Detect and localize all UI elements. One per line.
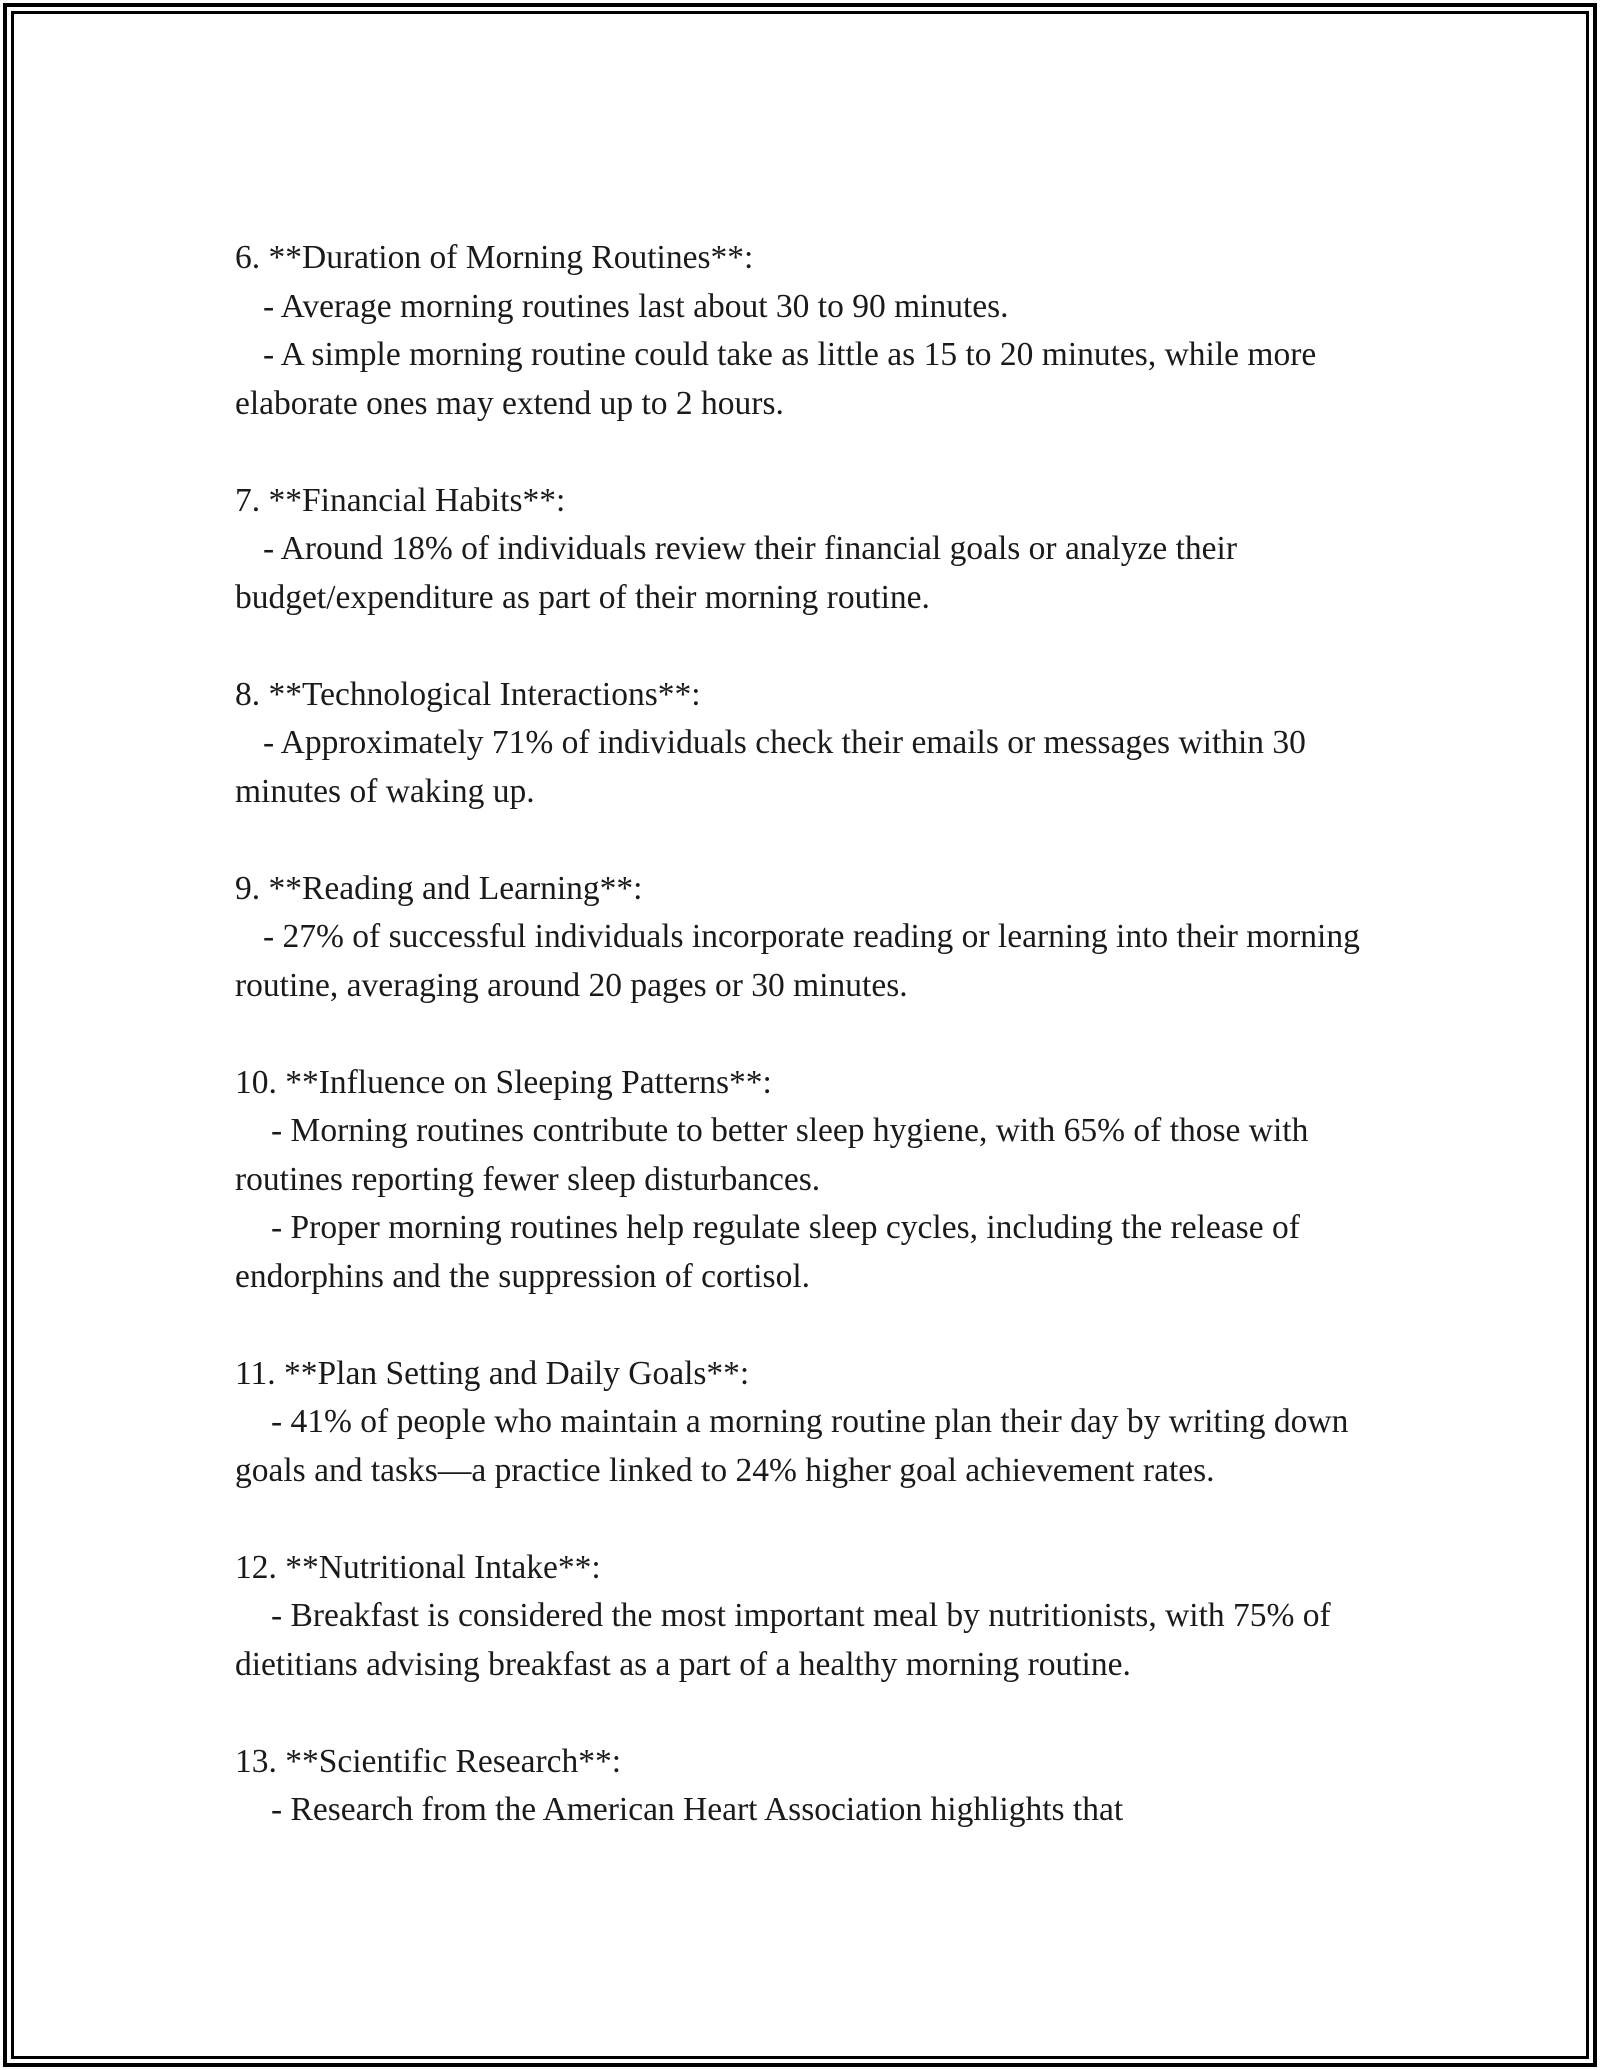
bullet-item: - 27% of successful individuals incorporate reading or learning into their morning routine, averaging around 20 pages or 30 minutes. xyxy=(235,918,1360,1004)
bullet-item: - Around 18% of individuals review their financial goals or analyze their budget/expenditure as part of their morning routine. xyxy=(235,530,1237,616)
section-plan-setting-and-daily-goals xyxy=(235,1350,1385,1496)
section-heading: 6. **Duration of Morning Routines**: xyxy=(235,239,754,276)
section-scientific-research xyxy=(235,1738,1385,1835)
section-heading: 12. **Nutritional Intake**: xyxy=(235,1548,601,1586)
section-heading: 9. **Reading and Learning**: xyxy=(235,869,643,907)
section-reading-and-learning xyxy=(235,865,1385,1011)
bullet-item: - Proper morning routines help regulate sleep cycles, including the release of endorphins and the suppression of cortisol. xyxy=(235,1209,1300,1295)
bullet-item: - A simple morning routine could take as little as 15 to 20 minutes, while more elaborate ones may extend up to 2 hours. xyxy=(235,336,1317,422)
bullet-item: - Breakfast is considered the most important meal by nutritionists, with 75% of dietitians advising breakfast as a part of a healthy morning routine. xyxy=(235,1597,1331,1683)
bullet-item: - Research from the American Heart Association highlights that xyxy=(271,1791,1124,1828)
bullet-item: - 41% of people who maintain a morning routine plan their day by writing down goals and tasks—a practice linked to 24% higher goal achievement rates. xyxy=(235,1403,1349,1489)
section-heading: 13. **Scientific Research**: xyxy=(235,1742,622,1780)
document-body xyxy=(235,234,1385,1883)
section-heading: 11. **Plan Setting and Daily Goals**: xyxy=(235,1354,750,1392)
bullet-item: - Average morning routines last about 30 to 90 minutes. xyxy=(263,287,1009,325)
section-heading: 7. **Financial Habits**: xyxy=(235,481,566,519)
section-nutritional-intake xyxy=(235,1544,1385,1690)
section-heading: 8. **Technological Interactions**: xyxy=(235,675,701,713)
section-heading: 10. **Influence on Sleeping Patterns**: xyxy=(235,1063,772,1101)
section-duration-of-morning-routines xyxy=(235,234,1385,428)
section-technological-interactions xyxy=(235,671,1385,817)
section-influence-on-sleeping-patterns xyxy=(235,1059,1385,1302)
section-financial-habits xyxy=(235,477,1385,623)
bullet-item: - Approximately 71% of individuals check their emails or messages within 30 minutes of waking up. xyxy=(235,724,1306,810)
bullet-item: - Morning routines contribute to better sleep hygiene, with 65% of those with routines reporting fewer sleep disturbances. xyxy=(235,1112,1309,1198)
